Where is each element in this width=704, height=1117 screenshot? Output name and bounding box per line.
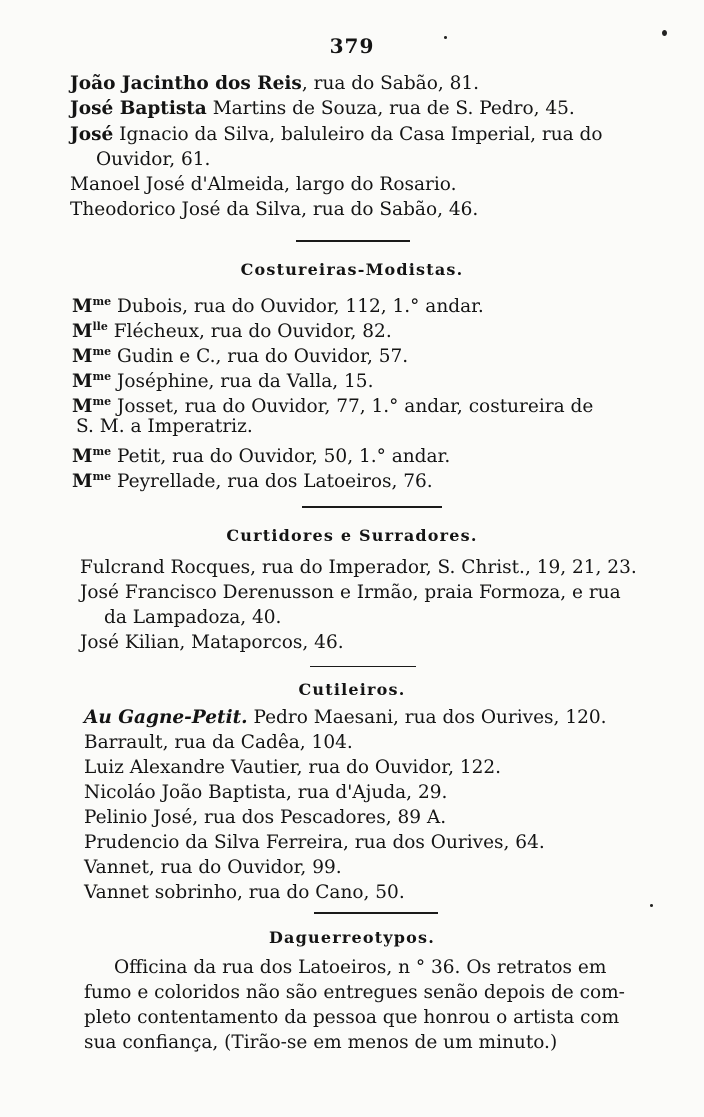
ink-speck — [650, 904, 653, 907]
section-divider — [314, 912, 438, 914]
list-item: $M^{me}$ Joséphine, rua da Valla, 15. — [72, 370, 374, 393]
section-heading: Curtidores e Surradores. — [226, 526, 478, 545]
list-item: $M^{me}$ Peyrellade, rua dos Latoeiros, 76. — [72, 470, 433, 493]
ink-speck — [662, 30, 667, 36]
section-heading: Costureiras-Modistas. — [240, 260, 464, 279]
list-item: Prudencio da Silva Ferreira, rua dos Ourives, 64. — [84, 832, 545, 853]
section-divider — [302, 506, 442, 508]
list-item: José Ignacio da Silva, baluleiro da Casa Imperial, rua do — [70, 124, 603, 145]
paragraph-line: Officina da rua dos Latoeiros, n ° 36. Os retratos em — [114, 957, 607, 978]
ink-speck — [444, 36, 447, 39]
list-item: Theodorico José da Silva, rua do Sabão, 46. — [70, 199, 479, 220]
list-item: Manoel José d'Almeida, largo do Rosario. — [70, 174, 457, 195]
section-heading: Cutileiros. — [298, 680, 406, 699]
list-item: $M^{me}$ Josset, rua do Ouvidor, 77, 1.° andar, costureira de — [72, 395, 594, 418]
page-number: 379 — [329, 34, 375, 58]
list-item: Fulcrand Rocques, rua do Imperador, S. Christ., 19, 21, 23. — [80, 557, 637, 578]
list-item: $M^{lle}$ Flécheux, rua do Ouvidor, 82. — [72, 320, 392, 343]
list-item: José Francisco Derenusson e Irmão, praia Formoza, e rua — [80, 582, 621, 603]
list-item: $M^{me}$ Petit, rua do Ouvidor, 50, 1.° andar. — [72, 445, 451, 468]
section-heading: Daguerreotypos. — [268, 928, 436, 947]
list-item: Luiz Alexandre Vautier, rua do Ouvidor, 122. — [84, 757, 502, 778]
section-divider — [310, 666, 416, 667]
list-item: Barrault, rua da Cadêa, 104. — [84, 732, 353, 753]
list-item: José Kilian, Mataporcos, 46. — [80, 632, 344, 653]
list-item: $M^{me}$ Gudin e C., rua do Ouvidor, 57. — [72, 345, 409, 368]
list-item: Nicoláo João Baptista, rua d'Ajuda, 29. — [84, 782, 448, 803]
list-item: Vannet, rua do Ouvidor, 99. — [84, 857, 342, 878]
list-item: Au Gagne-Petit. Pedro Maesani, rua dos Ourives, 120. — [84, 707, 607, 728]
section-divider — [296, 240, 410, 242]
list-item-continuation: S. M. a Imperatriz. — [76, 416, 253, 437]
paragraph-line: sua confiança, (Tirão-se em menos de um minuto.) — [84, 1032, 558, 1053]
list-item: Pelinio José, rua dos Pescadores, 89 A. — [84, 807, 447, 828]
list-item: João Jacintho dos Reis, rua do Sabão, 81. — [70, 73, 480, 94]
list-item: José Baptista Martins de Souza, rua de S. Pedro, 45. — [70, 98, 575, 119]
list-item: $M^{me}$ Dubois, rua do Ouvidor, 112, 1.° andar. — [72, 295, 484, 318]
paragraph-line: pleto contentamento da pessoa que honrou o artista com — [84, 1007, 620, 1028]
list-item-continuation: da Lampadoza, 40. — [104, 607, 282, 628]
paragraph-line: fumo e coloridos não são entregues senão depois de com- — [84, 982, 625, 1003]
list-item: Vannet sobrinho, rua do Cano, 50. — [84, 882, 405, 903]
list-item-continuation: Ouvidor, 61. — [96, 149, 211, 170]
